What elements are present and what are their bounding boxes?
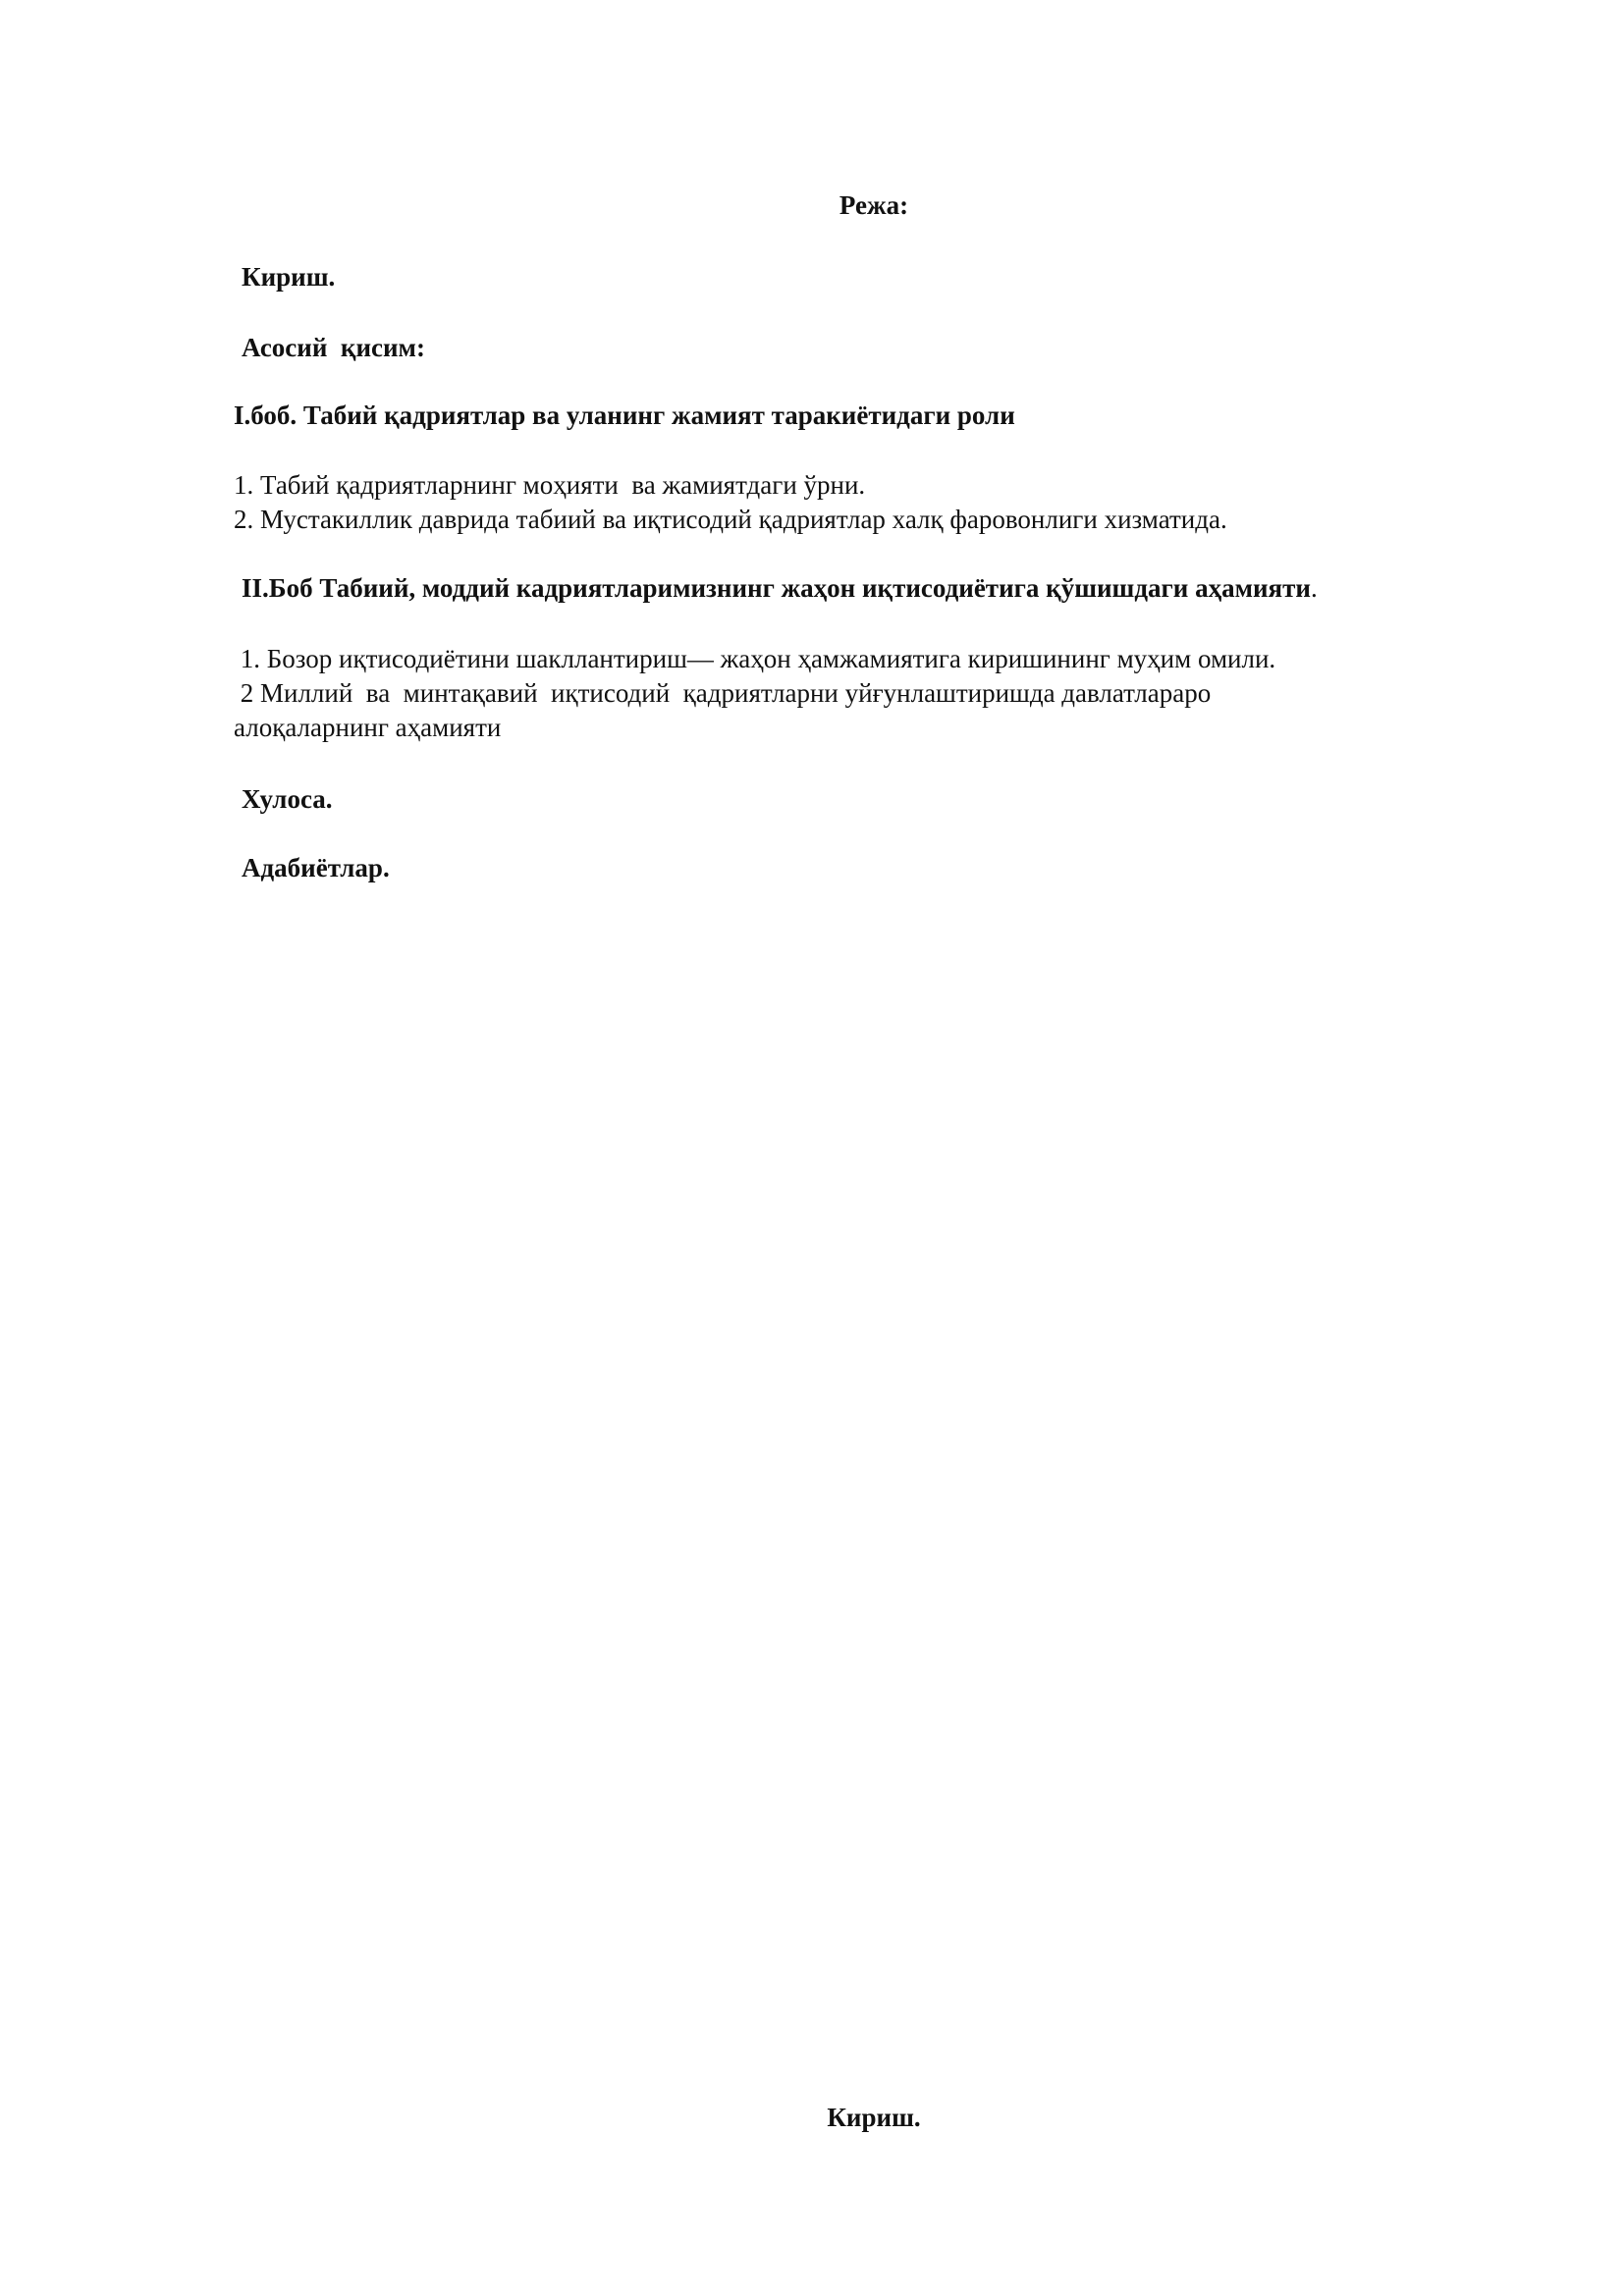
chapter2-title: II.Боб Табиий, моддий кадриятларимизнинг жаҳон иқтисодиётига қўшишдаги аҳамияти: [242, 573, 1311, 603]
chapter2-item-2: 2 Миллий ва минтақавий иқтисодий қадриятларни уйғунлаштиришда давлатлараро: [234, 678, 1212, 708]
plan-main-part: Асосий қисим:: [242, 333, 425, 362]
plan-intro: Кириш.: [242, 262, 336, 292]
section-heading: Кириш.: [827, 2103, 921, 2132]
chapter1-item-2: 2. Мустакиллик даврида табиий ва иқтисодий қадриятлар халқ фаровонлиги хизматида.: [234, 505, 1227, 534]
plan-conclusion: Хулоса.: [242, 784, 333, 814]
chapter2-title-suffix: .: [1310, 573, 1318, 603]
chapter2-item-1: 1. Бозор иқтисодиётини шакллантириш— жаҳон ҳамжамиятига киришининг муҳим омили.: [234, 644, 1276, 673]
chapter2-title-line: [242, 571, 1318, 605]
chapter2-item-2-continuation: алоқаларнинг аҳамияти: [234, 713, 502, 742]
plan-references: Адабиётлар.: [242, 853, 390, 882]
chapter1-title: I.боб. Табий қадриятлар ва уланинг жамият таракиётидаги роли: [234, 400, 1015, 430]
plan-title: Режа:: [839, 190, 909, 220]
chapter1-item-1: 1. Табий қадриятларнинг моҳияти ва жамиятдаги ўрни.: [234, 470, 866, 500]
